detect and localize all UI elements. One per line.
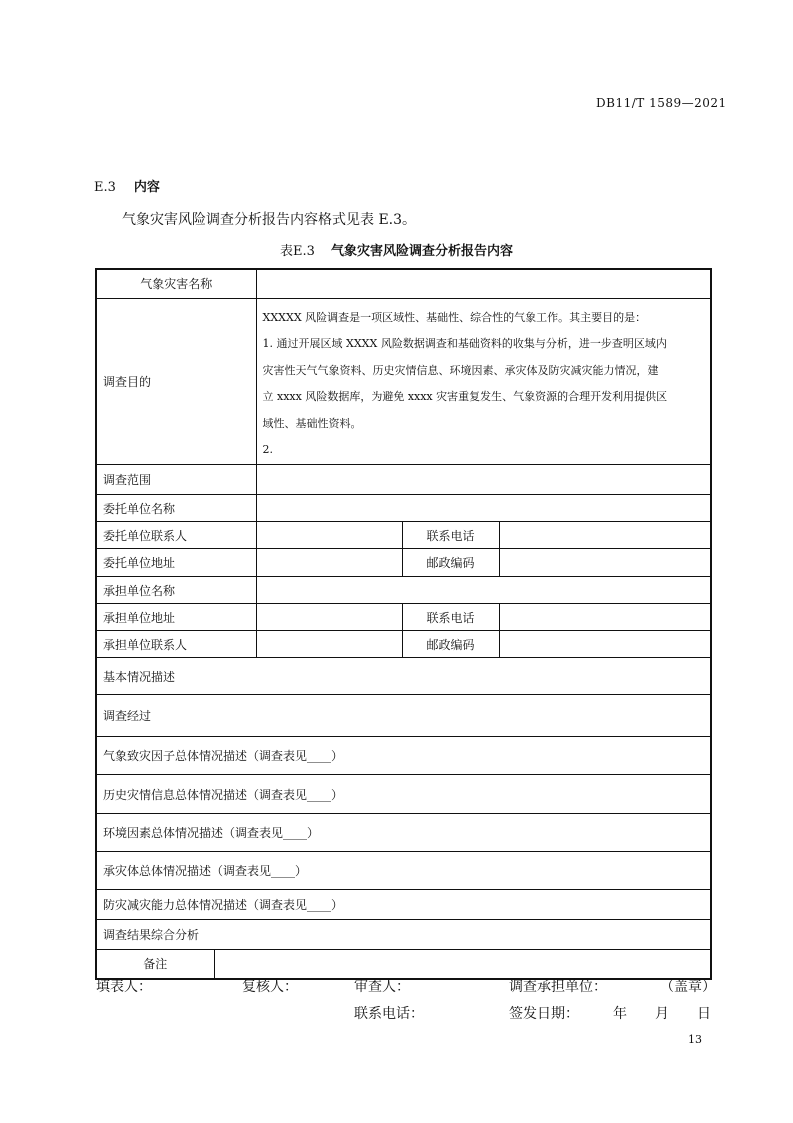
contractor-phone-label: 联系电话 [402, 604, 499, 631]
section-number: E.3 [94, 180, 116, 195]
doc-code-header: DB11/T 1589—2021 [596, 96, 727, 110]
intro-paragraph: 气象灾害风险调查分析报告内容格式见表 E.3。 [122, 212, 417, 228]
remark-value[interactable] [214, 950, 711, 979]
env-desc-label: 环境因素总体情况描述（调查表见____） [96, 814, 711, 852]
table-caption-title: 气象灾害风险调查分析报告内容 [330, 244, 513, 259]
client-phone-value[interactable] [499, 522, 711, 549]
purpose-text [257, 299, 711, 465]
table-row [96, 269, 711, 298]
purpose-line: 立 xxxx 风险数据库，为避免 xxxx 灾害重复发生、气象资源的合理开发利用提供区 [262, 390, 668, 404]
scope-value[interactable] [256, 465, 711, 495]
table-row [96, 549, 711, 577]
section-heading [94, 176, 160, 195]
filler-label: 填表人： [96, 979, 152, 995]
purpose-label: 调查目的 [96, 298, 256, 465]
factor-desc-label: 气象致灾因子总体情况描述（调查表见____） [96, 737, 711, 775]
purpose-line: 1. 通过开展区域 XXXX 风险数据调查和基础资料的收集与分析，进一步查明区域内 [262, 337, 667, 351]
client-name-label: 委托单位名称 [96, 495, 256, 522]
contractor-postcode-value[interactable] [499, 631, 711, 658]
table-row [96, 495, 711, 522]
table-row [96, 465, 711, 495]
purpose-line: 2. [262, 443, 274, 457]
contractor-unit-label: 调查承担单位： [509, 979, 607, 995]
table-caption-number: 表E.3 [280, 244, 315, 259]
table-caption [0, 240, 793, 259]
remark-label: 备注 [96, 950, 214, 979]
table-row [96, 814, 711, 852]
seal-label: （盖章） [660, 979, 716, 995]
client-postcode-value[interactable] [499, 549, 711, 577]
purpose-line: 灾害性天气气象资料、历史灾情信息、环境因素、承灾体及防灾减灾能力情况，建 [262, 363, 659, 377]
contractor-name-value[interactable] [256, 577, 711, 604]
scope-label: 调查范围 [96, 465, 256, 495]
report-content-table [95, 268, 712, 980]
client-address-label: 委托单位地址 [96, 549, 256, 577]
table-row [96, 775, 711, 814]
page-number: 13 [688, 1033, 702, 1046]
table-row [96, 852, 711, 890]
table-row [96, 737, 711, 775]
contractor-contact-label: 承担单位联系人 [96, 631, 256, 658]
contractor-contact-value[interactable] [256, 631, 402, 658]
client-contact-label: 委托单位联系人 [96, 522, 256, 549]
purpose-line: 域性、基础性资料。 [262, 416, 362, 430]
issue-date-label: 签发日期： [509, 1006, 579, 1022]
auditor-label: 审查人： [354, 979, 410, 995]
table-row [96, 658, 711, 695]
table-row [96, 920, 711, 950]
client-postcode-label: 邮政编码 [402, 549, 499, 577]
table-row [96, 577, 711, 604]
history-desc-label: 历史灾情信息总体情况描述（调查表见____） [96, 775, 711, 814]
table-row [96, 604, 711, 631]
month-label: 月 [655, 1006, 669, 1022]
capacity-desc-label: 防灾减灾能力总体情况描述（调查表见____） [96, 890, 711, 920]
process-label: 调查经过 [96, 695, 711, 737]
client-name-value[interactable] [256, 495, 711, 522]
day-label: 日 [697, 1006, 711, 1022]
contractor-phone-value[interactable] [499, 604, 711, 631]
table-row [96, 890, 711, 920]
table-row [96, 522, 711, 549]
contractor-name-label: 承担单位名称 [96, 577, 256, 604]
client-address-value[interactable] [256, 549, 402, 577]
purpose-cell [256, 298, 711, 465]
client-phone-label: 联系电话 [402, 522, 499, 549]
contractor-postcode-label: 邮政编码 [402, 631, 499, 658]
bearer-desc-label: 承灾体总体情况描述（调查表见____） [96, 852, 711, 890]
year-label: 年 [613, 1006, 627, 1022]
reviewer-label: 复核人： [242, 979, 298, 995]
hazard-name-value[interactable] [256, 269, 711, 298]
contractor-address-value[interactable] [256, 604, 402, 631]
table-row [96, 950, 711, 979]
footer-phone-label: 联系电话： [354, 1006, 424, 1022]
client-contact-value[interactable] [256, 522, 402, 549]
section-title: 内容 [133, 180, 160, 195]
table-row [96, 695, 711, 737]
contractor-address-label: 承担单位地址 [96, 604, 256, 631]
table-row [96, 298, 711, 465]
purpose-line: XXXXX 风险调查是一项区域性、基础性、综合性的气象工作。其主要目的是： [262, 310, 647, 324]
basic-desc-label: 基本情况描述 [96, 658, 711, 695]
hazard-name-label: 气象灾害名称 [96, 269, 256, 298]
result-label: 调查结果综合分析 [96, 920, 711, 950]
table-row [96, 631, 711, 658]
